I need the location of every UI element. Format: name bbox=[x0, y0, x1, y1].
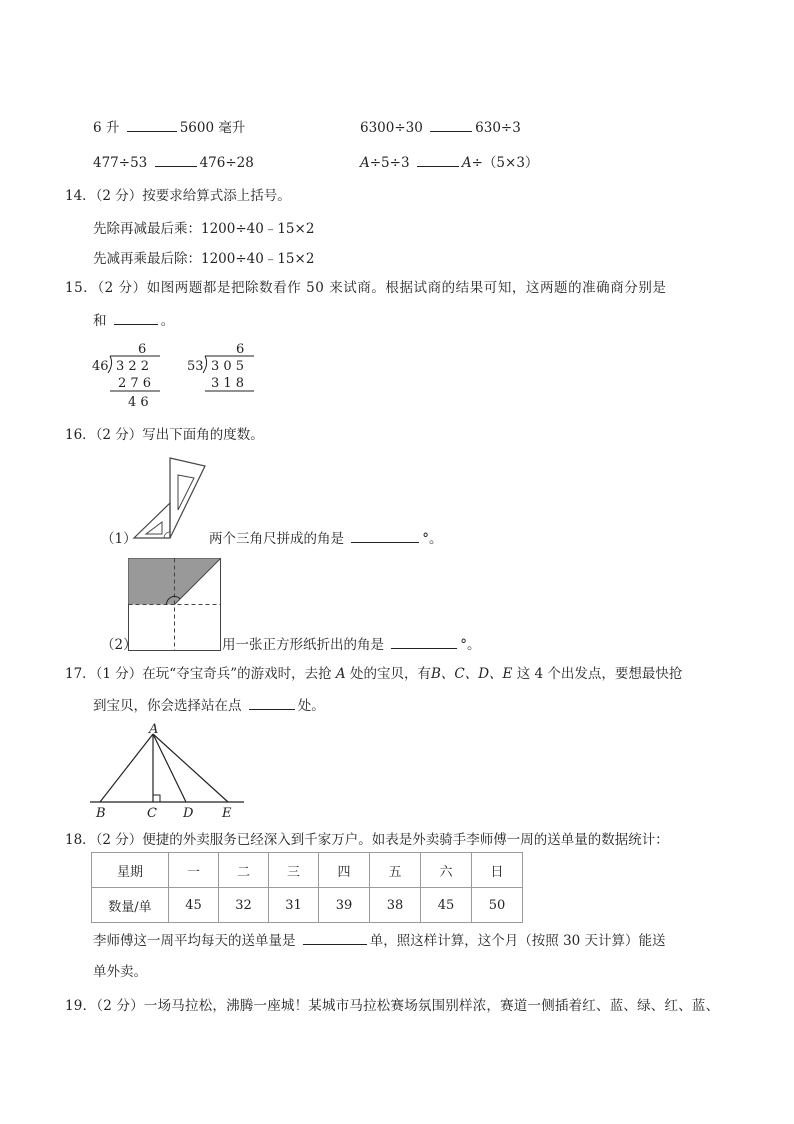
q13-row1-right: 6300÷30 630÷3 bbox=[360, 120, 521, 136]
division-1 bbox=[92, 342, 160, 410]
table-row bbox=[92, 888, 523, 923]
q15-prompt: 15．（2 分）如图两题都是把除数看作 50 来试商。根据试商的结果可知，这两题的准确商分别是 bbox=[65, 280, 667, 296]
answer-blank[interactable] bbox=[249, 697, 295, 710]
point-b-label: B bbox=[96, 806, 106, 821]
table-cell: 45 bbox=[169, 888, 219, 923]
q13-row2-left: 477÷53 476÷28 bbox=[93, 155, 254, 171]
table-cell: 39 bbox=[319, 888, 370, 923]
triangle-figure bbox=[88, 724, 248, 820]
q16-part1-text: 两个三角尺拼成的角是 °。 bbox=[209, 531, 443, 547]
table-cell: 一 bbox=[169, 853, 219, 888]
table-cell: 四 bbox=[319, 853, 370, 888]
set-square-small bbox=[134, 503, 170, 538]
angle-arc bbox=[164, 532, 170, 538]
q16-part2: （2） bbox=[101, 637, 137, 653]
q14-line2: 先减再乘最后除：1200÷40﹣15×2 bbox=[93, 251, 315, 267]
q18-prompt: 18．（2 分）便捷的外卖服务已经深入到千家万户。如表是外卖骑手李师傅一周的送单量的数据统计： bbox=[65, 832, 669, 848]
answer-blank[interactable] bbox=[430, 119, 472, 132]
set-square-large bbox=[170, 458, 205, 538]
q16-part2-text: 用一张正方形纸折出的角是 °。 bbox=[222, 637, 481, 653]
set-squares-figure bbox=[130, 458, 210, 542]
q18-line2: 李师傅这一周平均每天的送单量是 单，照这样计算，这个月（按照 30 天计算）能送 bbox=[93, 933, 666, 949]
table-cell: 日 bbox=[472, 853, 523, 888]
table-cell: 二 bbox=[219, 853, 269, 888]
q15-line2: 和 。 bbox=[93, 313, 175, 329]
table-cell: 38 bbox=[370, 888, 421, 923]
point-d-label: D bbox=[183, 806, 194, 821]
table-cell: 星期 bbox=[92, 853, 169, 888]
div2-quotient: 6 bbox=[236, 342, 245, 357]
div1-quotient: 6 bbox=[138, 342, 147, 357]
table-cell: 45 bbox=[421, 888, 472, 923]
point-c-label: C bbox=[147, 806, 157, 821]
q17-line2: 到宝贝，你会选择站在点 处。 bbox=[93, 698, 325, 714]
answer-blank[interactable] bbox=[303, 932, 367, 945]
div1-remainder: 4 6 bbox=[128, 395, 149, 410]
delivery-table bbox=[91, 852, 523, 923]
table-cell: 五 bbox=[370, 853, 421, 888]
div1-divisor: 46 bbox=[92, 359, 109, 374]
division-2 bbox=[187, 342, 254, 391]
q18-line3: 单外卖。 bbox=[93, 964, 147, 980]
div2-product: 3 1 8 bbox=[211, 376, 245, 391]
table-cell: 三 bbox=[269, 853, 319, 888]
table-cell: 数量/单 bbox=[92, 888, 169, 923]
point-e-label: E bbox=[222, 806, 232, 821]
answer-blank[interactable] bbox=[417, 154, 459, 167]
q13-row1-left: 6 升 5600 毫升 bbox=[93, 120, 246, 136]
answer-blank[interactable] bbox=[114, 312, 158, 325]
q19-prompt: 19．（2 分）一场马拉松，沸腾一座城！某城市马拉松赛场氛围别样浓，赛道一侧插着红、蓝、绿、红、蓝、 bbox=[65, 998, 720, 1014]
q16-part1: （1） bbox=[101, 531, 137, 547]
q17-line1: 17．（1 分）在玩“夺宝奇兵”的游戏时，去抢 A 处的宝贝，有B、C、D、E 这 4 个出发点，要想最快抢 bbox=[65, 666, 683, 682]
table-header-row bbox=[92, 853, 523, 888]
answer-blank[interactable] bbox=[351, 530, 419, 543]
div1-product: 2 7 6 bbox=[118, 376, 152, 391]
answer-blank[interactable] bbox=[155, 154, 197, 167]
folded-square-figure bbox=[128, 558, 222, 652]
table-cell: 50 bbox=[472, 888, 523, 923]
point-a-label: A bbox=[149, 722, 159, 737]
table-cell: 31 bbox=[269, 888, 319, 923]
answer-blank[interactable] bbox=[391, 636, 457, 649]
table-cell: 六 bbox=[421, 853, 472, 888]
answer-blank[interactable] bbox=[127, 119, 177, 132]
q13-row2-right: A÷5÷3 A÷（5×3） bbox=[360, 155, 539, 171]
q14-line1: 先除再减最后乘：1200÷40﹣15×2 bbox=[93, 221, 315, 237]
table-cell: 32 bbox=[219, 888, 269, 923]
div2-dividend: 3 0 5 bbox=[211, 359, 245, 374]
long-division-diagrams bbox=[88, 340, 268, 412]
q14-prompt: 14．（2 分）按要求给算式添上括号。 bbox=[65, 188, 291, 204]
div2-divisor: 53 bbox=[187, 359, 204, 374]
div1-dividend: 3 2 2 bbox=[116, 359, 150, 374]
q16-prompt: 16．（2 分）写出下面角的度数。 bbox=[65, 427, 264, 443]
